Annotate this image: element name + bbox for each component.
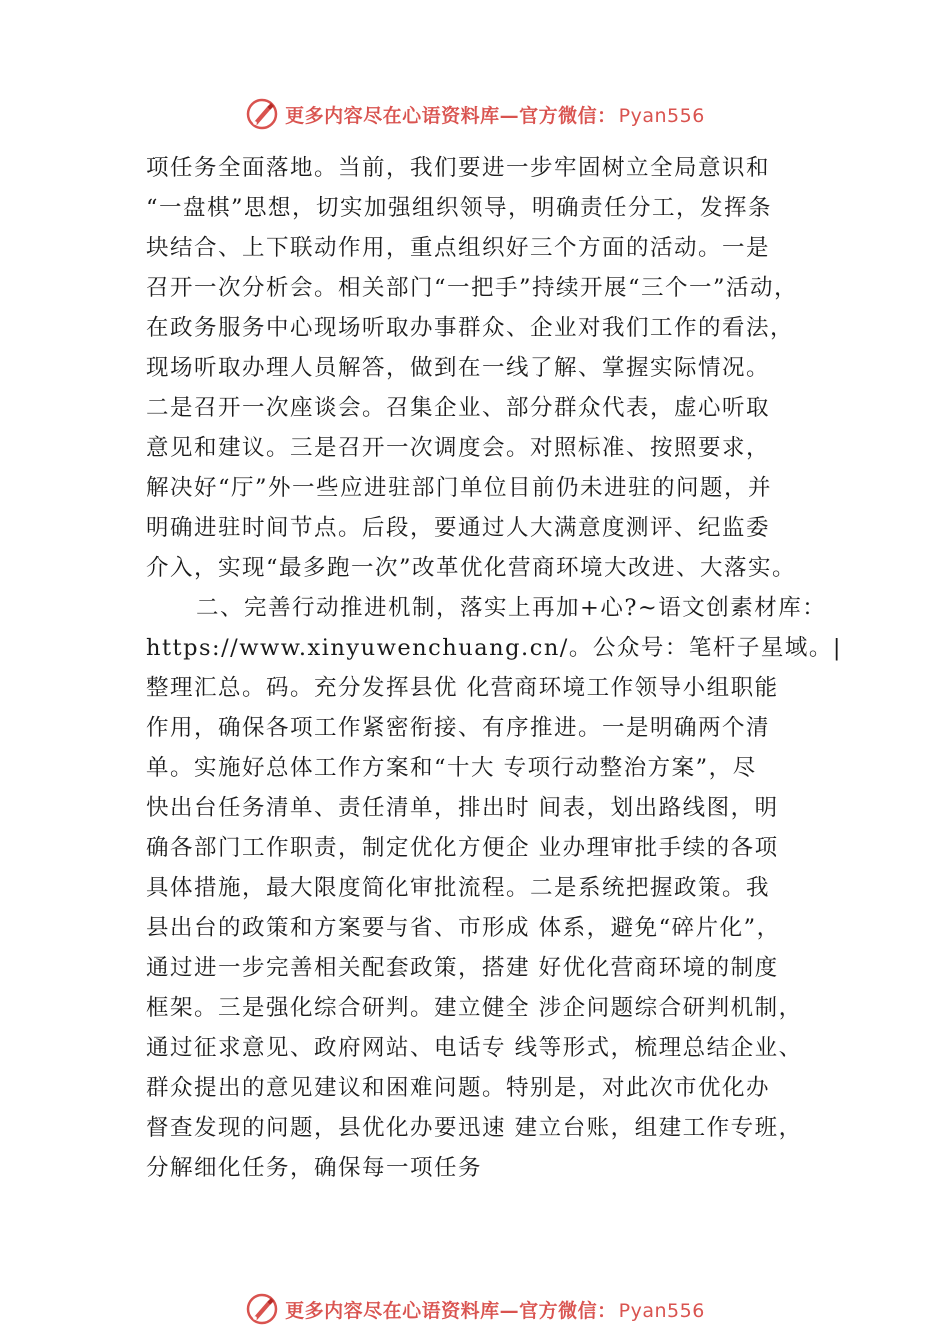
body-text-line: 现场听取办理人员解答，做到在一线了解、掌握实际情况。 xyxy=(146,355,771,381)
body-text-line: 介入，实现“最多跑一次”改革优化营商环境大改进、大落实。 xyxy=(146,555,797,581)
watermark-text: 更多内容尽在心语资料库—官方微信： Pyan556 xyxy=(285,104,705,127)
watermark-text: 更多内容尽在心语资料库—官方微信： Pyan556 xyxy=(285,1299,705,1322)
footer-watermark xyxy=(0,1291,950,1327)
body-text-line: 召开一次分析会。相关部门“一把手”持续开展“三个一”活动， xyxy=(146,275,799,301)
body-text-line: 单。实施好总体工作方案和“十大 专项行动整治方案”，尽 xyxy=(146,755,757,781)
body-text-line: 项任务全面落地。当前，我们要进一步牢固树立全局意识和 xyxy=(146,155,771,181)
body-text-line: 群众提出的意见建议和困难问题。特别是，对此次市优化办 xyxy=(146,1075,771,1101)
body-text-line: 督查发现的问题，县优化办要迅速 建立台账，组建工作专班， xyxy=(146,1115,803,1141)
body-text-line: 框架。三是强化综合研判。建立健全 涉企问题综合研判机制， xyxy=(146,995,803,1021)
body-text-line: 县出台的政策和方案要与省、市形成 体系，避免“碎片化”， xyxy=(146,915,781,941)
body-text-line: 快出台任务清单、责任清单，排出时 间表，划出路线图，明 xyxy=(146,795,779,821)
body-text-line: 通过进一步完善相关配套政策，搭建 好优化营商环境的制度 xyxy=(146,955,779,981)
body-text-line: 确各部门工作职责，制定优化方便企 业办理审批手续的各项 xyxy=(146,835,779,861)
body-text-line: 二、完善行动推进机制，落实上再加+心?~语文创素材库： xyxy=(196,595,827,621)
body-text-line: https://www.xinyuwenchuang.cn/。公众号：笔杆子星域。| xyxy=(146,635,842,661)
document-body xyxy=(146,148,842,1188)
body-text-line: 具体措施，最大限度简化审批流程。二是系统把握政策。我 xyxy=(146,875,771,901)
body-text-line: 意见和建议。三是召开一次调度会。对照标准、按照要求， xyxy=(146,435,771,461)
body-text-line: 整理汇总。码。充分发挥县优 化营商环境工作领导小组职能 xyxy=(146,675,779,701)
body-text-line: 块结合、上下联动作用，重点组织好三个方面的活动。一是 xyxy=(146,235,771,261)
body-text-line: 通过征求意见、政府网站、电话专 线等形式，梳理总结企业、 xyxy=(146,1035,803,1061)
body-text-line: 二是召开一次座谈会。召集企业、部分群众代表，虚心听取 xyxy=(146,395,771,421)
body-text-line: 解决好“厅”外一些应进驻部门单位目前仍未进驻的问题，并 xyxy=(146,475,773,501)
body-text-line: 在政务服务中心现场听取办事群众、企业对我们工作的看法， xyxy=(146,315,795,341)
pen-logo-icon xyxy=(245,97,279,131)
body-text-line: 分解细化任务，确保每一项任务 xyxy=(146,1155,483,1181)
pen-logo-icon xyxy=(245,1292,279,1326)
body-text-line: 明确进驻时间节点。后段，要通过人大满意度测评、纪监委 xyxy=(146,515,771,541)
body-text-line: 作用，确保各项工作紧密衔接、有序推进。一是明确两个清 xyxy=(146,715,771,741)
body-text-line: “一盘棋”思想，切实加强组织领导，明确责任分工，发挥条 xyxy=(146,195,773,221)
header-watermark xyxy=(0,96,950,132)
